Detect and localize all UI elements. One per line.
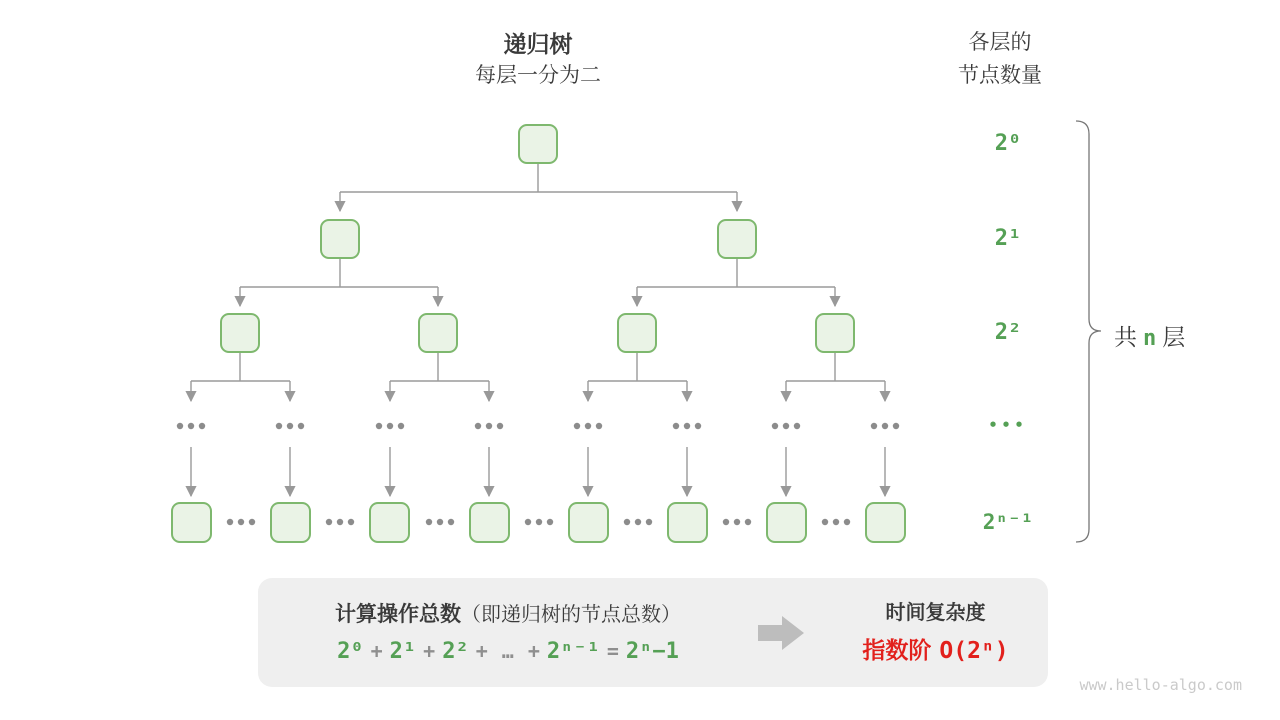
total-levels-prefix: 共 bbox=[1114, 324, 1137, 350]
ellipsis-dots bbox=[177, 423, 205, 429]
tree-node bbox=[221, 314, 259, 352]
ellipsis-dots bbox=[376, 423, 404, 429]
summary-box bbox=[258, 578, 1048, 687]
total-levels-label bbox=[1114, 319, 1244, 352]
ellipsis-dots-level5 bbox=[227, 519, 850, 525]
ellipsis-dots-level4 bbox=[177, 423, 899, 429]
ellipsis-dots bbox=[871, 423, 899, 429]
time-complexity-section bbox=[813, 596, 1058, 665]
tree-node bbox=[470, 503, 509, 542]
tree-node bbox=[172, 503, 211, 542]
tree-node bbox=[767, 503, 806, 542]
formula-term: 2⁰ bbox=[337, 639, 364, 664]
level-count-2-pow-2: 2² bbox=[994, 320, 1022, 345]
ellipsis-dots bbox=[326, 519, 354, 525]
formula-operator: + bbox=[423, 639, 436, 663]
time-complexity-title: 时间复杂度 bbox=[885, 602, 986, 624]
tree-node bbox=[569, 503, 608, 542]
ellipsis-dots bbox=[574, 423, 602, 429]
level-count-ellipsis: ••• bbox=[988, 416, 1028, 434]
formula-operator: = bbox=[606, 639, 619, 663]
tree-edges-l2-l3 bbox=[240, 258, 835, 306]
tree-node bbox=[321, 220, 359, 258]
ellipsis-dots bbox=[426, 519, 454, 525]
ellipsis-dots bbox=[475, 423, 503, 429]
tree-node bbox=[271, 503, 310, 542]
operation-count-title-paren: （即递归树的节点总数） bbox=[461, 604, 681, 626]
watermark: www.hello-algo.com bbox=[1079, 676, 1242, 694]
complexity-order-label: 指数阶 bbox=[862, 637, 932, 663]
tree-node bbox=[519, 125, 557, 163]
ellipsis-dots bbox=[772, 423, 800, 429]
formula-term: 2ⁿ⁻¹ bbox=[546, 639, 600, 664]
level-count-2-pow-0: 2⁰ bbox=[994, 131, 1022, 156]
diagram-title: 递归树 bbox=[503, 31, 573, 57]
levels-brace bbox=[1076, 121, 1101, 542]
operation-count-title bbox=[268, 598, 748, 628]
level-count-2-pow-1: 2¹ bbox=[994, 226, 1022, 251]
tree-edges-l1-l2 bbox=[340, 163, 737, 211]
formula-result: 2ⁿ−1 bbox=[625, 639, 679, 664]
tree-node bbox=[419, 314, 457, 352]
ellipsis-dots bbox=[525, 519, 553, 525]
operation-count-section bbox=[268, 598, 748, 664]
formula-term: 2¹ bbox=[389, 639, 417, 664]
tree-node bbox=[668, 503, 707, 542]
tree-node bbox=[618, 314, 656, 352]
right-arrow-icon bbox=[758, 616, 804, 650]
complexity-big-o: O(2ⁿ) bbox=[939, 638, 1009, 664]
ellipsis-dots bbox=[822, 519, 850, 525]
ellipsis-dots bbox=[723, 519, 751, 525]
formula-ellipsis: … bbox=[501, 639, 514, 663]
node-count-column-header-line2: 节点数量 bbox=[958, 64, 1042, 87]
operation-count-title-bold: 计算操作总数 bbox=[335, 603, 461, 626]
formula-term: 2² bbox=[442, 639, 469, 664]
ellipsis-dots bbox=[227, 519, 255, 525]
tree-node bbox=[370, 503, 409, 542]
formula-operator: + bbox=[370, 639, 383, 663]
tree-edges-l3-l4 bbox=[191, 352, 885, 401]
formula-operator: + bbox=[475, 639, 488, 663]
level-count-2-pow-n-minus-1: 2ⁿ⁻¹ bbox=[982, 510, 1034, 534]
node-count-formula bbox=[268, 639, 748, 664]
tree-edges-l4-l5 bbox=[191, 447, 885, 496]
formula-operator: + bbox=[527, 639, 540, 663]
ellipsis-dots bbox=[624, 519, 652, 525]
tree-node bbox=[718, 220, 756, 258]
time-complexity-result bbox=[813, 632, 1058, 665]
diagram-subtitle: 每层一分为二 bbox=[475, 64, 601, 87]
n-variable: n bbox=[1143, 326, 1157, 351]
ellipsis-dots bbox=[673, 423, 701, 429]
total-levels-suffix: 层 bbox=[1162, 324, 1186, 350]
ellipsis-dots bbox=[276, 423, 304, 429]
tree-node bbox=[816, 314, 854, 352]
node-count-column-header-line1: 各层的 bbox=[968, 31, 1032, 54]
tree-node bbox=[866, 503, 905, 542]
